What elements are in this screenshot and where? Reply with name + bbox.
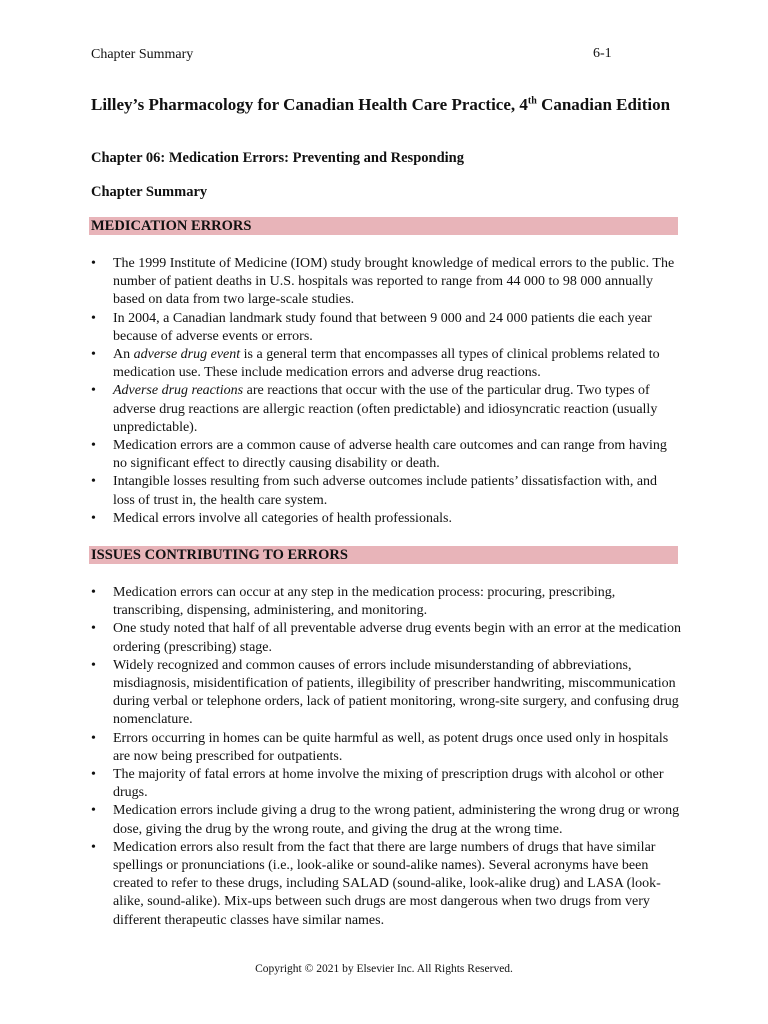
section-heading-issues-contributing <box>89 546 678 564</box>
bullet-text: Medication errors can occur at any step in the medication process: procuring, prescribing, transcribing, dispensing, administering, and monitoring. <box>113 585 616 619</box>
list-item <box>91 730 681 766</box>
page-number: 6-1 <box>593 46 612 61</box>
list-item <box>91 437 681 473</box>
list-item <box>91 346 681 382</box>
bullet-marker: • <box>91 474 96 490</box>
list-item <box>91 255 681 310</box>
section-heading-text: ISSUES CONTRIBUTING TO ERRORS <box>91 547 348 563</box>
bullet-text: The 1999 Institute of Medicine (IOM) study brought knowledge of medical errors to the public. The number of patient deaths in U.S. hospitals was reported to range from 44 000 to 98 000 annually based on data from two large-scale studies. <box>113 256 675 308</box>
bullet-marker: • <box>91 803 96 819</box>
list-item <box>91 310 681 346</box>
bullet-text: Medication errors also result from the fact that there are large numbers of drugs that have similar spellings or pronunciations (i.e., look-alike or sound-alike names). Several acronyms have been created to refer to these drugs, including SALAD (sound-alike, look-alike drug) and LASA (look-alike, sound-alike). Mix-ups between such drugs are most dangerous when two drugs from very different therapeutic classes have similar names. <box>113 839 661 928</box>
bullet-text: Errors occurring in homes can be quite harmful as well, as potent drugs once used only in hospitals are now being prescribed for outpatients. <box>113 730 669 764</box>
list-item <box>91 766 681 802</box>
bullet-marker: • <box>91 347 96 363</box>
running-head: Chapter Summary <box>91 47 194 62</box>
book-title-part2: Canadian Edition <box>536 95 671 114</box>
list-item <box>91 657 681 730</box>
copyright-footer: Copyright © 2021 by Elsevier Inc. All Rights Reserved. <box>255 963 513 975</box>
bullet-marker: • <box>91 839 96 855</box>
book-title-part1: Lilley’s Pharmacology for Canadian Health Care Practice, 4 <box>91 95 528 114</box>
bullet-marker: • <box>91 657 96 673</box>
bullet-text: Medication errors include giving a drug to the wrong patient, administering the wrong drug or wrong dose, giving the drug by the wrong route, and giving the drug at the wrong time. <box>113 803 680 837</box>
bullet-marker: • <box>91 256 96 271</box>
bullet-marker: • <box>91 383 96 399</box>
bullet-marker: • <box>91 438 96 454</box>
bullet-list-medication-errors <box>91 255 681 528</box>
bullet-text: Widely recognized and common causes of errors include misunderstanding of abbreviations, misdiagnosis, misidentification of patients, illegibility of prescriber handwriting, miscommunication during verbal or telephone orders, lack of patient monitoring, wrong-site surgery, and confusing drug nomenclature. <box>113 657 679 728</box>
section-heading-text: MEDICATION ERRORS <box>91 218 252 234</box>
bullet-text: An adverse drug event is a general term that encompasses all types of clinical problems related to medication use. These include medication errors and adverse drug reactions. <box>113 347 660 381</box>
bullet-list-issues-contributing <box>91 584 681 930</box>
bullet-marker: • <box>91 767 96 783</box>
bullet-text: Adverse drug reactions are reactions that occur with the use of the particular drug. Two types of adverse drug reactions are allergic reaction (often predictable) and idiosyncratic reaction (usually unpredictable). <box>113 383 658 435</box>
list-item <box>91 510 681 528</box>
list-item <box>91 839 681 930</box>
bullet-text: Medical errors involve all categories of health professionals. <box>113 510 452 526</box>
list-item <box>91 473 681 509</box>
bullet-marker: • <box>91 730 96 746</box>
book-title <box>91 94 691 115</box>
bullet-text: Intangible losses resulting from such adverse outcomes include patients’ dissatisfaction with, and loss of trust in, the health care system. <box>113 474 658 508</box>
bullet-text: In 2004, a Canadian landmark study found that between 9 000 and 24 000 patients die each year because of adverse events or errors. <box>113 310 652 344</box>
bullet-text: Medication errors are a common cause of adverse health care outcomes and can range from having no significant effect to directly causing disability or death. <box>113 438 667 472</box>
list-item <box>91 802 681 838</box>
bullet-marker: • <box>91 621 96 637</box>
bullet-marker: • <box>91 510 96 526</box>
bullet-text: One study noted that half of all preventable adverse drug events begin with an error at the medication ordering (prescribing) stage. <box>113 621 681 655</box>
list-item <box>91 584 681 620</box>
summary-label: Chapter Summary <box>91 184 208 200</box>
bullet-marker: • <box>91 310 96 326</box>
section-heading-medication-errors <box>89 217 678 235</box>
list-item <box>91 620 681 656</box>
list-item <box>91 382 681 437</box>
chapter-title: Chapter 06: Medication Errors: Preventing and Responding <box>91 150 464 166</box>
bullet-text: The majority of fatal errors at home involve the mixing of prescription drugs with alcohol or other drugs. <box>113 767 664 801</box>
book-title-superscript: th <box>527 95 537 107</box>
bullet-marker: • <box>91 585 96 600</box>
